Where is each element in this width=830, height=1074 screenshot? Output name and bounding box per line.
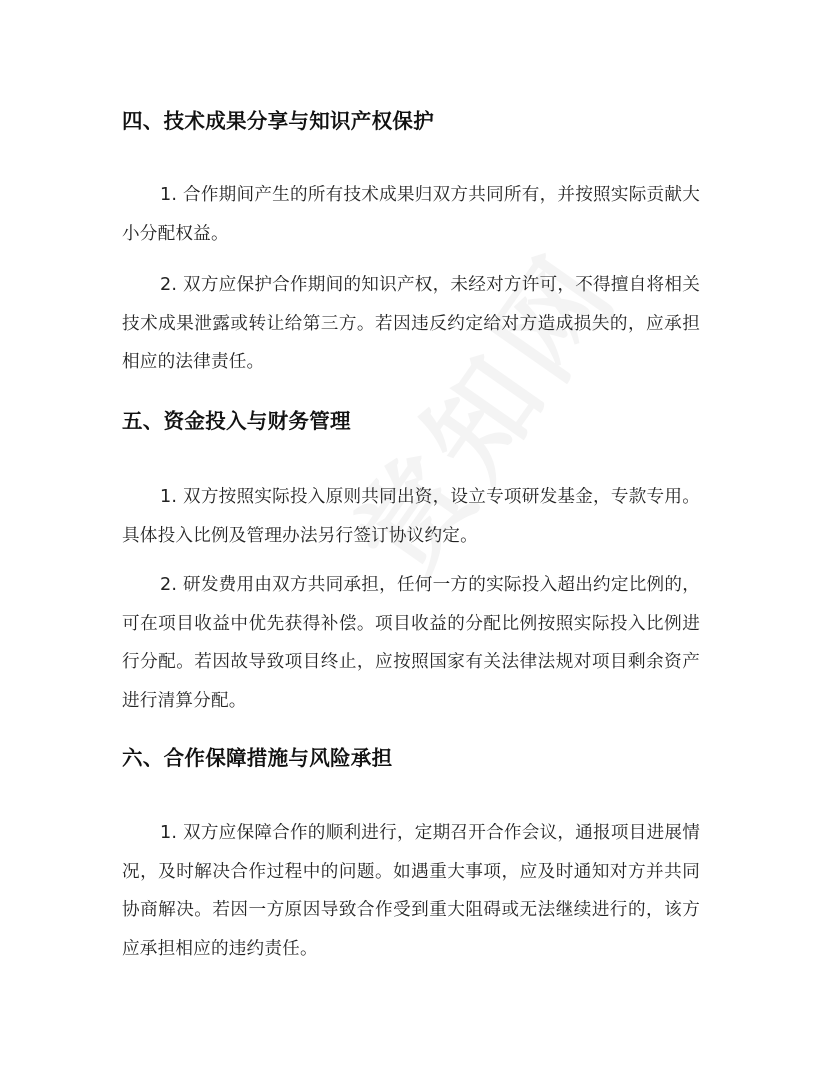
section-4-paragraph-1: 1. 合作期间产生的所有技术成果归双方共同所有，并按照实际贡献大小分配权益。 [122,185,700,244]
section-heading-4: 四、技术成果分享与知识产权保护 [122,109,434,133]
section-heading-5: 五、资金投入与财务管理 [122,409,351,433]
section-heading-6: 六、合作保障措施与风险承担 [122,746,393,770]
section-5-paragraph-2: 2. 研发费用由双方共同承担，任何一方的实际投入超出约定比例的，可在项目收益中优先获得补偿。项目收益的分配比例按照实际投入比例进行分配。若因故导致项目终止，应按照国家有关法律法规对项目剩余资产进行清算分配。 [122,575,700,711]
section-6-paragraph-1: 1. 双方应保障合作的顺利进行，定期召开合作会议，通报项目进展情况，及时解决合作过程中的问题。如遇重大事项，应及时通知对方并共同协商解决。若因一方原因导致合作受到重大阻碍或无法继续进行的，该方应承担相应的违约责任。 [122,823,700,959]
section-5-paragraph-1: 1. 双方按照实际投入原则共同出资，设立专项研发基金，专款专用。具体投入比例及管理办法另行签订协议约定。 [122,487,700,546]
section-4-paragraph-2: 2. 双方应保护合作期间的知识产权，未经对方许可，不得擅自将相关技术成果泄露或转让给第三方。若因违反约定给对方造成损失的，应承担相应的法律责任。 [122,275,700,372]
